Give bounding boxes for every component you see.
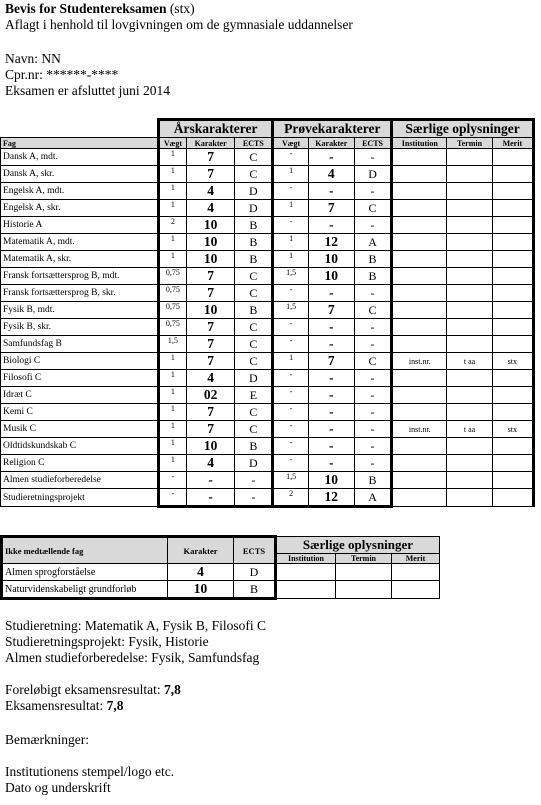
weight-cell: 1 xyxy=(158,200,186,217)
ects-cell: - xyxy=(354,370,391,387)
t1-col-header: Karakter xyxy=(187,138,235,149)
special-info-cell xyxy=(392,183,447,200)
special-info-cell xyxy=(392,217,447,234)
ects-cell: C xyxy=(235,285,273,302)
ects-cell: - xyxy=(354,438,391,455)
study-line: Studieretning: Matematik A, Fysik B, Filosofi C xyxy=(5,618,267,633)
special-info-cell xyxy=(447,489,492,507)
ects-cell: B xyxy=(354,472,391,489)
special-info-cell xyxy=(492,149,533,166)
weight-cell: - xyxy=(273,319,308,336)
t2-termin-header: Termin xyxy=(336,554,392,564)
remarks: Bemærkninger: xyxy=(5,732,89,747)
subject-name: Dansk A, skr. xyxy=(1,166,159,183)
special-info-cell xyxy=(392,149,447,166)
table-row xyxy=(1,217,534,234)
special-info-cell xyxy=(392,404,447,421)
subject-name: Filosofi C xyxy=(1,370,159,387)
weight-cell: 1 xyxy=(158,404,186,421)
table-row xyxy=(1,183,534,200)
grade-cell: - xyxy=(308,455,354,472)
special-info-cell xyxy=(392,581,440,599)
special-info-cell xyxy=(492,166,533,183)
grade-cell: 10 xyxy=(308,268,354,285)
ects-cell: D xyxy=(235,200,273,217)
grade-cell: 4 xyxy=(308,166,354,183)
weight-cell: - xyxy=(273,217,308,234)
special-info-cell xyxy=(492,234,533,251)
ects-cell: C xyxy=(235,353,273,370)
grade-cell: 10 xyxy=(308,251,354,268)
general-study-prep: Almen studieforberedelse: Fysik, Samfundsfag xyxy=(5,650,260,665)
t1-col-header: Vægt xyxy=(158,138,186,149)
ects-cell: B xyxy=(235,251,273,268)
t1-col-header: Termin xyxy=(447,138,492,149)
special-info-cell xyxy=(492,438,533,455)
special-info-cell xyxy=(392,455,447,472)
grade-cell: 7 xyxy=(187,166,235,183)
special-info-cell: stx xyxy=(492,353,533,370)
grade-cell: - xyxy=(308,336,354,353)
special-info-cell: stx xyxy=(492,421,533,438)
ects-cell: B xyxy=(354,251,391,268)
special-info-cell xyxy=(492,472,533,489)
weight-cell: 1 xyxy=(273,234,308,251)
weight-cell: 0,75 xyxy=(158,302,186,319)
grade-cell: 7 xyxy=(187,149,235,166)
grade-cell: 10 xyxy=(168,581,234,599)
table-row xyxy=(1,234,534,251)
subject-name: Samfundsfag B xyxy=(1,336,159,353)
subject-name: Dansk A, mdt. xyxy=(1,149,159,166)
grade-cell: 7 xyxy=(187,285,235,302)
ects-cell: C xyxy=(354,353,391,370)
weight-cell: 1 xyxy=(158,251,186,268)
special-info-cell xyxy=(392,564,440,581)
special-info-cell xyxy=(492,302,533,319)
weight-cell: 1 xyxy=(158,421,186,438)
special-info-cell xyxy=(392,438,447,455)
ects-cell: C xyxy=(235,268,273,285)
subject-name: Religion C xyxy=(1,455,159,472)
subject-name: Naturvidenskabeligt grundforløb xyxy=(2,581,168,599)
grade-cell: 7 xyxy=(187,336,235,353)
weight-cell: 1 xyxy=(273,200,308,217)
weight-cell: 1 xyxy=(158,370,186,387)
ects-cell: - xyxy=(354,387,391,404)
subject-name: Almen sprogforståelse xyxy=(2,564,168,581)
table-row xyxy=(1,404,534,421)
table-row xyxy=(1,166,534,183)
special-info-cell xyxy=(492,319,533,336)
special-info-cell xyxy=(447,166,492,183)
ects-cell: - xyxy=(354,285,391,302)
grade-cell: 7 xyxy=(187,268,235,285)
ects-cell: D xyxy=(235,370,273,387)
weight-cell: - xyxy=(158,489,186,507)
t1-col-header: ECTS xyxy=(235,138,273,149)
grade-cell: - xyxy=(308,421,354,438)
grade-cell: - xyxy=(308,319,354,336)
ects-cell: C xyxy=(354,200,391,217)
table-row xyxy=(1,387,534,404)
table-row xyxy=(1,421,534,438)
ects-cell: B xyxy=(235,302,273,319)
t1-col-header: Merit xyxy=(492,138,533,149)
weight-cell: 0,75 xyxy=(158,268,186,285)
special-info-cell xyxy=(447,183,492,200)
weight-cell: 1 xyxy=(158,166,186,183)
grade-cell: 02 xyxy=(187,387,235,404)
t2-institution-header: Institution xyxy=(276,554,336,564)
ects-cell: D xyxy=(234,564,276,581)
subject-name: Idræt C xyxy=(1,387,159,404)
special-info-cell xyxy=(447,217,492,234)
exam-grades-header: Prøvekarakterer xyxy=(273,120,392,138)
grade-cell: 7 xyxy=(187,404,235,421)
special-info-cell xyxy=(492,489,533,507)
grade-cell: 7 xyxy=(308,200,354,217)
special-info-cell xyxy=(392,302,447,319)
non-counting-header: Ikke medtællende fag xyxy=(2,537,168,564)
subject-name: Almen studieforberedelse xyxy=(1,472,159,489)
special-info-cell xyxy=(492,268,533,285)
weight-cell: 1 xyxy=(158,183,186,200)
grade-cell: 7 xyxy=(308,353,354,370)
special-info-cell xyxy=(447,472,492,489)
grade-cell: 4 xyxy=(168,564,234,581)
weight-cell: 2 xyxy=(273,489,308,507)
table-row xyxy=(1,200,534,217)
table-row xyxy=(1,370,534,387)
year-grades-header: Årskarakterer xyxy=(158,120,273,138)
cpr-number: Cpr.nr: ******-**** xyxy=(5,67,119,82)
ects-cell: - xyxy=(354,183,391,200)
weight-cell: 1 xyxy=(158,455,186,472)
special-info-cell xyxy=(276,581,336,599)
ects-cell: B xyxy=(235,217,273,234)
ects-cell: B xyxy=(354,268,391,285)
weight-cell: - xyxy=(273,438,308,455)
weight-cell: 1 xyxy=(158,353,186,370)
document-subtitle: Aflagt i henhold til lovgivningen om de gymnasiale uddannelser xyxy=(5,17,353,32)
grade-cell: 10 xyxy=(187,234,235,251)
ects-cell: - xyxy=(235,472,273,489)
grade-cell: 4 xyxy=(187,370,235,387)
weight-cell: - xyxy=(273,421,308,438)
table-row xyxy=(1,455,534,472)
ects-cell: C xyxy=(235,149,273,166)
weight-cell: 0,75 xyxy=(158,319,186,336)
special-info-cell xyxy=(392,370,447,387)
special-info-cell xyxy=(447,387,492,404)
ects-cell: C xyxy=(235,319,273,336)
weight-cell: - xyxy=(158,472,186,489)
table-row xyxy=(1,149,534,166)
weight-cell: 1,5 xyxy=(273,472,308,489)
t1-col-header: Fag xyxy=(1,138,159,149)
subject-name: Biologi C xyxy=(1,353,159,370)
special-info-cell xyxy=(492,217,533,234)
weight-cell: 1 xyxy=(273,166,308,183)
grades-table xyxy=(0,118,535,508)
ects-cell: - xyxy=(354,455,391,472)
grade-cell: 7 xyxy=(187,421,235,438)
weight-cell: - xyxy=(273,455,308,472)
grade-cell: 4 xyxy=(187,200,235,217)
special-info-cell xyxy=(447,370,492,387)
grade-cell: 7 xyxy=(308,302,354,319)
special-info-cell xyxy=(276,564,336,581)
subject-name: Kemi C xyxy=(1,404,159,421)
special-info-cell xyxy=(392,251,447,268)
ects-cell: B xyxy=(234,581,276,599)
ects-cell: D xyxy=(235,183,273,200)
special-info-cell xyxy=(447,455,492,472)
table-row xyxy=(1,285,534,302)
weight-cell: 1 xyxy=(158,149,186,166)
special-info-cell xyxy=(492,404,533,421)
table-row xyxy=(1,302,534,319)
weight-cell: - xyxy=(273,183,308,200)
grade-cell: 10 xyxy=(308,472,354,489)
special-info-cell xyxy=(447,336,492,353)
grade-cell: 10 xyxy=(187,438,235,455)
weight-cell: - xyxy=(273,336,308,353)
special-info-cell xyxy=(492,387,533,404)
subject-name: Studieretningsprojekt xyxy=(1,489,159,507)
table-row xyxy=(2,564,440,581)
subject-name: Matematik A, mdt. xyxy=(1,234,159,251)
t1-col-header: ECTS xyxy=(354,138,391,149)
special-info-header: Særlige oplysninger xyxy=(392,120,534,138)
subject-name: Matematik A, skr. xyxy=(1,251,159,268)
table-row xyxy=(1,319,534,336)
t1-col-header: Karakter xyxy=(308,138,354,149)
subject-name: Engelsk A, mdt. xyxy=(1,183,159,200)
special-info-cell xyxy=(447,251,492,268)
grades-column-headers xyxy=(1,138,534,149)
grade-cell: 10 xyxy=(187,302,235,319)
ects-cell: - xyxy=(235,489,273,507)
special-info-cell xyxy=(447,302,492,319)
ects-cell: - xyxy=(354,404,391,421)
ects-cell: D xyxy=(235,455,273,472)
special-info-cell xyxy=(392,234,447,251)
grade-cell: - xyxy=(308,387,354,404)
ects-cell: - xyxy=(354,319,391,336)
ects-cell: C xyxy=(235,336,273,353)
ects-cell: C xyxy=(235,421,273,438)
weight-cell: 1 xyxy=(158,234,186,251)
weight-cell: - xyxy=(273,404,308,421)
weight-cell: 0,75 xyxy=(158,285,186,302)
grade-cell: 4 xyxy=(187,183,235,200)
ects-cell: E xyxy=(235,387,273,404)
special-info-cell xyxy=(492,200,533,217)
grade-cell: - xyxy=(187,489,235,507)
institution-stamp: Institutionens stempel/logo etc. xyxy=(5,764,175,779)
table-row xyxy=(1,489,534,507)
special-info-cell xyxy=(447,404,492,421)
special-info-cell xyxy=(392,268,447,285)
weight-cell: - xyxy=(273,285,308,302)
study-project: Studieretningsprojekt: Fysik, Historie xyxy=(5,634,209,649)
exam-result: Eksamensresultat: 7,8 xyxy=(5,698,124,713)
table-row xyxy=(1,472,534,489)
ects-cell: A xyxy=(354,489,391,507)
table-row xyxy=(1,251,534,268)
ects-cell: - xyxy=(354,421,391,438)
table-row xyxy=(1,438,534,455)
special-info-cell: inst.nr. xyxy=(392,353,447,370)
weight-cell: 1,5 xyxy=(158,336,186,353)
weight-cell: - xyxy=(273,387,308,404)
special-info-cell xyxy=(392,285,447,302)
special-info-cell xyxy=(492,455,533,472)
subject-name: Fysik B, skr. xyxy=(1,319,159,336)
weight-cell: - xyxy=(273,370,308,387)
special-info-cell xyxy=(392,387,447,404)
grade-cell: - xyxy=(308,370,354,387)
special-info-cell xyxy=(447,268,492,285)
special-info-cell: inst.nr. xyxy=(392,421,447,438)
special-info-cell xyxy=(336,564,392,581)
special-info-cell xyxy=(392,200,447,217)
subject-name: Oldtidskundskab C xyxy=(1,438,159,455)
special-info-cell xyxy=(447,319,492,336)
preliminary-result: Foreløbigt eksamensresultat: 7,8 xyxy=(5,682,181,697)
weight-cell: 1 xyxy=(273,251,308,268)
special-info-cell xyxy=(447,200,492,217)
special-info-cell xyxy=(492,251,533,268)
table-row xyxy=(1,268,534,285)
grade-cell: - xyxy=(308,438,354,455)
grade-cell: 7 xyxy=(187,319,235,336)
ects-cell: A xyxy=(354,234,391,251)
ects-cell: B xyxy=(235,438,273,455)
special-info-cell xyxy=(492,285,533,302)
t2-special-info-header: Særlige oplysninger xyxy=(276,537,440,554)
grade-cell: - xyxy=(308,149,354,166)
grade-cell: 10 xyxy=(187,217,235,234)
weight-cell: 1 xyxy=(158,387,186,404)
t1-col-header: Institution xyxy=(392,138,447,149)
special-info-cell xyxy=(392,336,447,353)
weight-cell: 2 xyxy=(158,217,186,234)
ects-cell: C xyxy=(235,404,273,421)
subject-name: Historie A xyxy=(1,217,159,234)
ects-cell: C xyxy=(354,302,391,319)
special-info-cell xyxy=(492,183,533,200)
t2-merit-header: Merit xyxy=(392,554,440,564)
special-info-cell xyxy=(447,234,492,251)
weight-cell: 1 xyxy=(273,353,308,370)
special-info-cell: t aa xyxy=(447,421,492,438)
ects-cell: C xyxy=(235,166,273,183)
special-info-cell xyxy=(392,489,447,507)
weight-cell: 1,5 xyxy=(273,268,308,285)
grade-cell: 4 xyxy=(187,455,235,472)
grade-cell: 12 xyxy=(308,234,354,251)
document-title: Bevis for Studentereksamen (stx) xyxy=(5,1,195,16)
grade-cell: - xyxy=(308,217,354,234)
special-info-cell xyxy=(336,581,392,599)
subject-name: Musik C xyxy=(1,421,159,438)
subject-name: Engelsk A, skr. xyxy=(1,200,159,217)
ects-cell: B xyxy=(235,234,273,251)
student-name: Navn: NN xyxy=(5,51,61,66)
special-info-cell xyxy=(492,370,533,387)
date-signature: Dato og underskrift xyxy=(5,780,111,795)
weight-cell: 1,5 xyxy=(273,302,308,319)
ects-cell: - xyxy=(354,149,391,166)
special-info-cell xyxy=(447,438,492,455)
special-info-cell xyxy=(392,319,447,336)
ects-cell: - xyxy=(354,336,391,353)
t1-col-header: Vægt xyxy=(273,138,308,149)
table-row xyxy=(1,336,534,353)
t2-grade-header: Karakter xyxy=(168,537,234,564)
grade-cell: 7 xyxy=(187,353,235,370)
grade-cell: 12 xyxy=(308,489,354,507)
subject-name: Fransk fortsættersprog B, skr. xyxy=(1,285,159,302)
weight-cell: - xyxy=(273,149,308,166)
grade-cell: - xyxy=(187,472,235,489)
non-counting-table xyxy=(0,535,440,600)
ects-cell: - xyxy=(354,217,391,234)
special-info-cell: t aa xyxy=(447,353,492,370)
grade-cell: - xyxy=(308,183,354,200)
grade-cell: - xyxy=(308,285,354,302)
special-info-cell xyxy=(392,472,447,489)
table-row xyxy=(1,353,534,370)
special-info-cell xyxy=(447,149,492,166)
subject-name: Fransk fortsættersprog B, mdt. xyxy=(1,268,159,285)
special-info-cell xyxy=(492,336,533,353)
exam-completed: Eksamen er afsluttet juni 2014 xyxy=(5,83,170,98)
special-info-cell xyxy=(392,166,447,183)
grade-cell: 10 xyxy=(187,251,235,268)
grade-cell: - xyxy=(308,404,354,421)
ects-cell: D xyxy=(354,166,391,183)
subject-name: Fysik B, mdt. xyxy=(1,302,159,319)
t2-ects-header: ECTS xyxy=(234,537,276,564)
weight-cell: 1 xyxy=(158,438,186,455)
special-info-cell xyxy=(447,285,492,302)
table-row xyxy=(2,581,440,599)
